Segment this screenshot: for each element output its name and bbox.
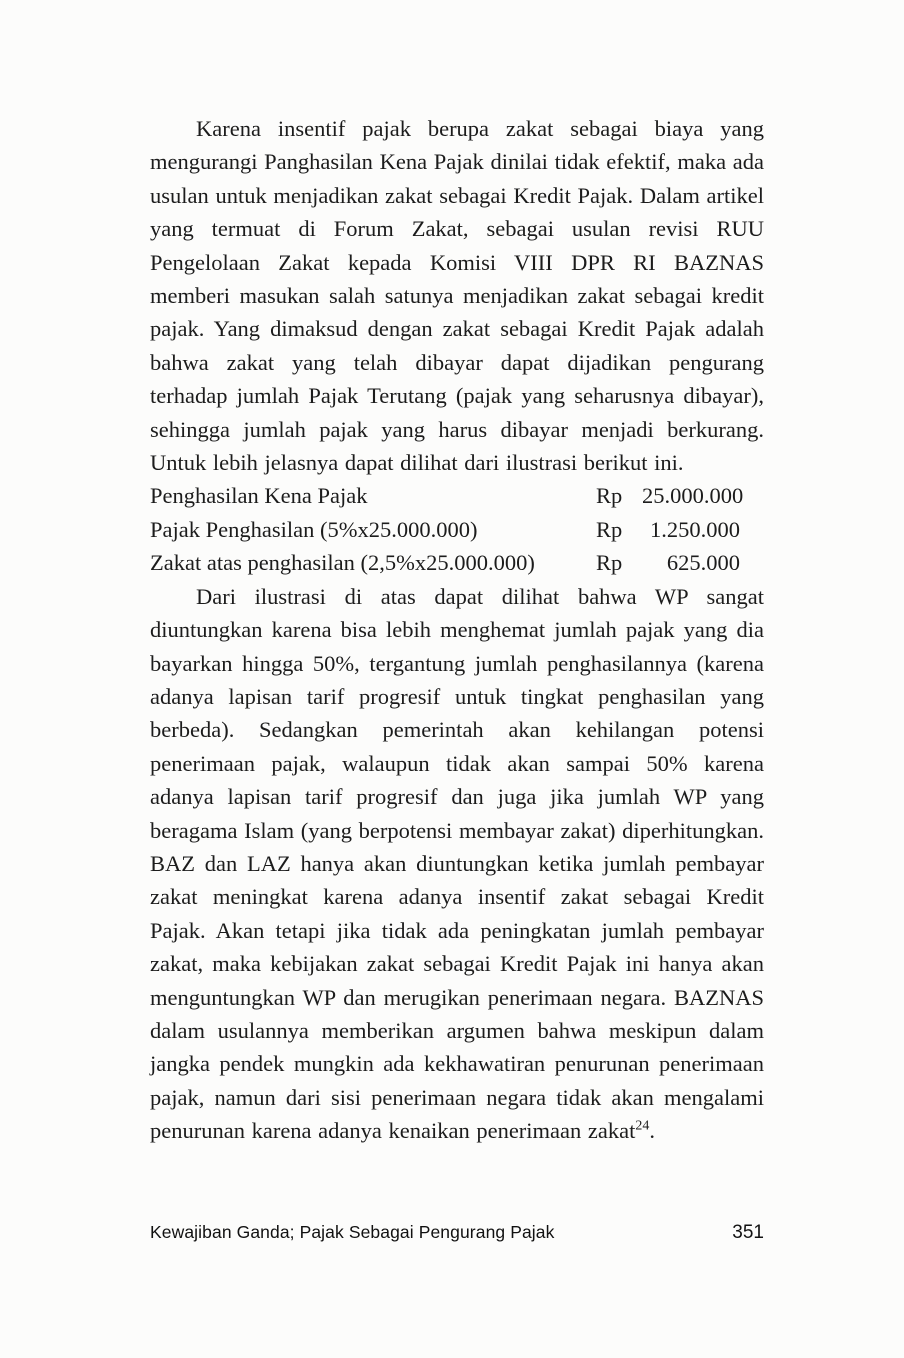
illustration-row	[150, 546, 764, 579]
row-currency: Rp	[596, 516, 623, 542]
row-label: Penghasilan Kena Pajak	[150, 483, 368, 509]
row-currency: Rp	[596, 550, 623, 576]
paragraph-2	[150, 580, 764, 1148]
row-amount: 1.250.000	[650, 516, 740, 542]
row-amount: 25.000.000	[642, 483, 744, 509]
row-label: Zakat atas penghasilan (2,5%x25.000.000)	[150, 550, 535, 576]
running-footer	[150, 1222, 764, 1244]
paragraph-2-tail: .	[649, 1118, 655, 1144]
row-label: Pajak Penghasilan (5%x25.000.000)	[150, 516, 478, 542]
illustration-row	[150, 513, 764, 546]
running-footer-title: Kewajiban Ganda; Pajak Sebagai Pengurang Pajak	[150, 1222, 555, 1242]
body-text	[150, 112, 764, 1148]
illustration-table	[150, 479, 764, 579]
illustration-row	[150, 479, 764, 512]
row-amount: 625.000	[666, 550, 740, 576]
footnote-reference: 24	[635, 1118, 650, 1134]
paragraph-1: Karena insentif pajak berupa zakat sebagai biaya yang mengurangi Panghasilan Kena Pajak dinilai tidak efektif, maka ada usulan untuk menjadikan zakat sebagai Kredit Pajak. Dalam artikel yang termuat di Forum Zakat, sebagai usulan revisi RUU Pengelolaan Zakat kepada Komisi VIII DPR RI BAZNAS memberi masukan salah satunya menjadikan zakat sebagai kredit pajak. Yang dimaksud dengan zakat sebagai Kredit Pajak adalah bahwa zakat yang telah dibayar dapat dijadikan pengurang terhadap jumlah Pajak Terutang (pajak yang seharusnya dibayar), sehingga jumlah pajak yang harus dibayar menjadi berkurang. Untuk lebih jelasnya dapat dilihat dari ilustrasi berikut ini.	[150, 116, 764, 476]
paragraph-2-text: Dari ilustrasi di atas dapat dilihat bahwa WP sangat diuntungkan karena bisa lebih menghemat jumlah pajak yang dia bayarkan hingga 50%, tergantung jumlah penghasilannya (karena adanya lapisan tarif progresif untuk tingkat penghasilan yang berbeda). Sedangkan pemerintah akan kehilangan potensi penerimaan pajak, walaupun tidak akan sampai 50% karena adanya lapisan tarif progresif dan juga jika jumlah WP yang beragama Islam (yang berpotensi membayar zakat) diperhitungkan. BAZ dan LAZ hanya akan diuntungkan ketika jumlah pembayar zakat meningkat karena adanya insentif zakat sebagai Kredit Pajak. Akan tetapi jika tidak ada peningkatan jumlah pembayar zakat, maka kebijakan zakat sebagai Kredit Pajak ini hanya akan menguntungkan WP dan merugikan penerimaan negara. BAZNAS dalam usulannya memberikan argumen bahwa meskipun dalam jangka pendek mungkin ada kekhawatiran penurunan penerimaan pajak, namun dari sisi penerimaan negara tidak akan mengalami penurunan karena adanya kenaikan penerimaan zakat	[150, 583, 764, 1144]
page-number: 351	[732, 1222, 764, 1243]
row-currency: Rp	[596, 483, 623, 509]
